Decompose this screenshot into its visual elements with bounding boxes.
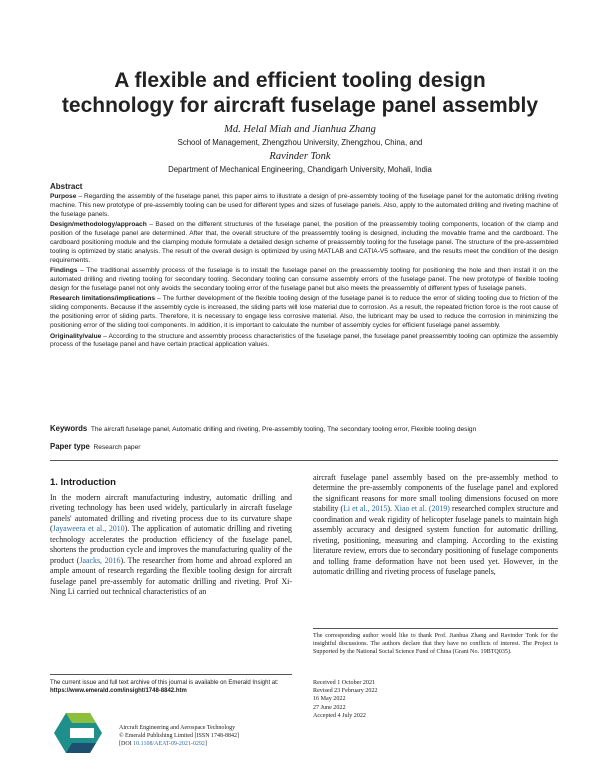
emerald-logo-icon bbox=[50, 707, 106, 759]
doi-link[interactable]: 10.1108/AEAT-09-2021-0292 bbox=[133, 741, 205, 748]
right-column-text bbox=[313, 473, 558, 578]
left-text-2: ). The application of automatic drilling and riveting technology accelerates the production efficiency of the fuselage panel, shortens the production cycle and improves the manufacturing quality of the product ( bbox=[50, 524, 292, 565]
intro-heading: 1. Introduction bbox=[50, 477, 116, 488]
abstract-purpose bbox=[50, 193, 558, 220]
right-footer-rule bbox=[313, 628, 558, 629]
purpose-label: Purpose bbox=[50, 192, 77, 200]
right-text-3: researched complex structure and coordination and weak rigidity of helicopter fuselage panels to maintain high assembly accuracy and designed system function for automatic drilling, riveting, positioning, measuring and clamping. According to the existing literature review, errors due to secondary positioning of fuselage components and tolling frame deformation have not been used yet. However, in the automatic drilling and riveting process of fuselage panels, bbox=[313, 504, 559, 577]
authors-primary: Md. Helal Miah and Jianhua Zhang bbox=[224, 124, 376, 135]
abstract-research bbox=[50, 295, 558, 331]
date-revised-2: 16 May 2022 bbox=[313, 696, 346, 703]
journal-name: Aircraft Engineering and Aerospace Technology bbox=[119, 725, 236, 731]
left-text-1: In the modern aircraft manufacturing industry, automatic drilling and riveting technology has been used widely, particularly in aircraft fuselage panels' automated drilling and riveting process due to its curvature shape ( bbox=[50, 493, 292, 534]
keywords-label: Keywords bbox=[50, 424, 88, 433]
originality-text: – According to the structure and assembly process characteristics of the fuselage panel, the fuselage panel preassembly tooling can optimize the assembly process of the fuselage panel and have certain practical application values. bbox=[50, 332, 558, 349]
intro-paragraph-left bbox=[50, 493, 292, 598]
research-text: – The further development of the flexible tooling design of the fuselage panel is to reduce the error of sliding tooling due to friction of the sliding components. Because if the assembly cycle is increased, the sliding parts will lose material due to corrosion. As a result, the repeated friction force is the root cause of the positioning error of sliding parts. Therefore, it is necessary to engage less corrosive material. Also, the lubricant may be used to reduce the corrosion in minimizing the positioning error of the sliding tool components. In addition, it is important to calculate the number of assembly cycles for efficient fuselage panel assembly. bbox=[50, 295, 558, 330]
acknowledgement: The corresponding author would like to thank Prof. Jianhua Zhang and Ravinder Tonk for the insightful discussions. The authors declare that they have no conflicts of interest. The Project is Supported by the National Social Science Fund of China (Grant No. 19BTQ035). bbox=[313, 633, 558, 656]
affiliation-secondary: Department of Mechanical Engineering, Chandigarh University, Mohali, India bbox=[168, 165, 432, 174]
date-received: Received 1 October 2021 bbox=[313, 680, 376, 686]
citation-li[interactable]: Li et al., 2015 bbox=[343, 504, 388, 514]
research-label: Research limitations/implications bbox=[50, 295, 156, 303]
doi-prefix: [DOI bbox=[119, 741, 134, 748]
archive-text: The current issue and full text archive of this journal is available on Emerald Insight at: bbox=[50, 680, 279, 686]
title-line-2: technology for aircraft fuselage panel assembly bbox=[61, 94, 539, 117]
right-text-1: aircraft fuselage panel assembly based on the pre-assembly method to determine the pre-assembly components of the fuselage panel and explored the significant reasons for more small tooling dimensions focused on more stability ( bbox=[313, 473, 558, 514]
journal-info bbox=[119, 724, 299, 749]
design-label: Design/methodology/approach bbox=[50, 221, 147, 229]
authors-secondary: Ravinder Tonk bbox=[269, 151, 331, 162]
findings-text: – The traditional assembly process of the fuselage is to install the fuselage panel on the preassembly tooling for positioning the hole and then install it on the automated drilling and riveting tooling for secondary tooling. Secondary tooling can consume assembly errors of the fuselage panel. The new prototype of flexible tooling design for the fuselage panel not only avoids the secondary tooling error of the fuselage panel but also meets the preassembly of different types of fuselage panels. bbox=[50, 267, 558, 292]
journal-doi bbox=[119, 740, 299, 748]
keywords-text: The aircraft fuselage panel, Automatic drilling and riveting, Pre-assembly tooling, The secondary tooling error, Flexible tooling design bbox=[90, 426, 477, 433]
section-divider bbox=[50, 460, 558, 461]
keywords-line bbox=[50, 424, 558, 433]
abstract-originality bbox=[50, 333, 558, 351]
date-revised: Revised 23 February 2022 bbox=[313, 688, 378, 695]
intro-paragraph-right bbox=[313, 473, 558, 578]
date-revised-3: 27 June 2022 bbox=[313, 704, 346, 711]
originality-label: Originality/value bbox=[50, 332, 102, 340]
citation-jayaweera[interactable]: Jayaweera et al., 2010 bbox=[52, 524, 125, 534]
article-title bbox=[40, 68, 560, 118]
doi-suffix: ] bbox=[204, 741, 207, 748]
paper-type-text: Research paper bbox=[93, 444, 141, 451]
title-line-1: A flexible and efficient tooling design bbox=[114, 69, 486, 92]
affiliation-primary: School of Management, Zhengzhou University, Zhengzhou, China, and bbox=[177, 138, 423, 147]
left-footer-rule bbox=[50, 674, 292, 675]
findings-label: Findings bbox=[50, 267, 78, 275]
citation-xiao[interactable]: Xiao et al. (2019) bbox=[394, 504, 450, 514]
article-dates bbox=[313, 679, 513, 720]
date-accepted: Accepted 4 July 2022 bbox=[313, 712, 366, 719]
abstract-block bbox=[50, 183, 558, 352]
left-text-3: ). The researcher from home and abroad explored an ample amount of research regarding the flexible tooling design for aircraft fuselage panel pre-assembly for automatic drilling and riveting. Prof Xi-Ning Li carried out technical characteristics of an bbox=[50, 555, 292, 597]
right-text-2: ). bbox=[387, 504, 395, 514]
design-text: – Based on the different structures of the fuselage panel, the position of the preassembly tooling components, location of the clamp and position of the fuselage panel are determined. After that, the overall structure of the preassembly tooling is designed, including the movable frame and the cardboard. The cardboard positioning module and the clamping module formulate a detailed design scheme of preassembly tooling for the fuselage panel. The structure of the pre-assembled tooling is optimized by static analysis. The result of the overall design is optimized by using MATLAB and CATIA-V5 software, and the results meet the condition of the design requirements. bbox=[50, 221, 558, 264]
archive-note bbox=[50, 679, 292, 695]
paper-type-line bbox=[50, 442, 558, 451]
abstract-findings bbox=[50, 267, 558, 294]
abstract-heading: Abstract bbox=[50, 182, 83, 191]
left-column-text bbox=[50, 493, 292, 598]
purpose-text: – Regarding the assembly of the fuselage panel, this paper aims to illustrate a design of pre-assembly tooling of the fuselage panel for the automatic drilling riveting machine. This new prototype of pre-assembly tooling can be used for different types and sizes of fuselage panels. Also, apply to the automated drilling and riveting machine of the fuselage panels. bbox=[50, 192, 558, 218]
citation-jaacks[interactable]: Jaacks, 2016 bbox=[79, 555, 121, 565]
paper-type-label: Paper type bbox=[50, 442, 90, 451]
abstract-design bbox=[50, 221, 558, 266]
archive-link[interactable]: https://www.emerald.com/insight/1748-8842.htm bbox=[50, 688, 187, 695]
journal-publisher: © Emerald Publishing Limited [ISSN 1748-8842] bbox=[119, 733, 240, 740]
